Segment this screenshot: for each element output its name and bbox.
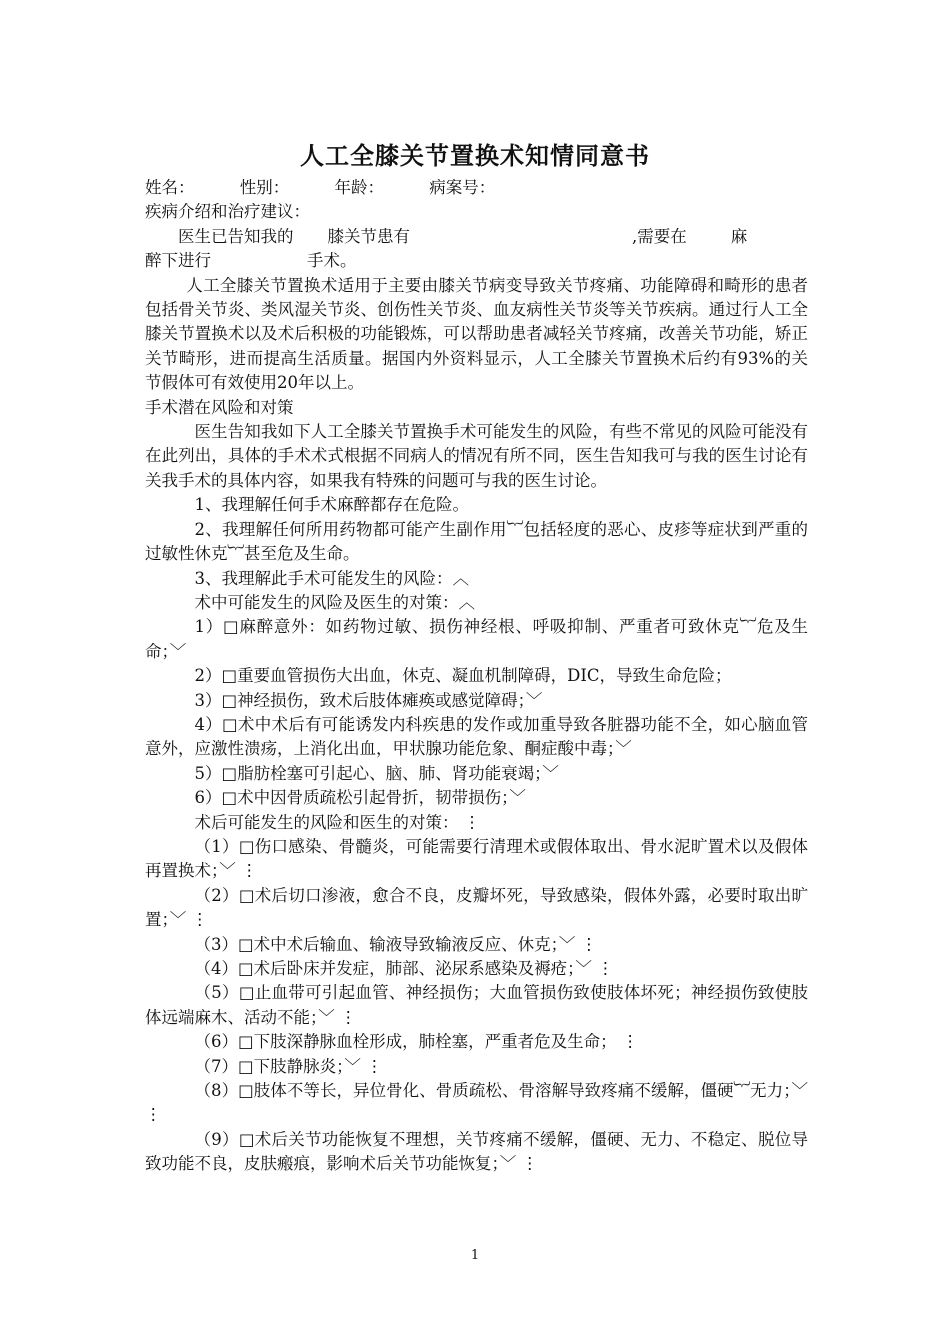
postop-item: （9）□术后关节功能恢复不理想，关节疼痛不缓解，僵硬、无力、不稳定、脱位导致功能不良，皮肤瘢痕，影响术后关节功能恢复；﹀ ⋮: [145, 1129, 808, 1174]
doctor-statement-line2: [145, 249, 808, 273]
intraop-item: 3）□神经损伤，致术后肢体瘫痪或感觉障碍；﹀: [194, 690, 543, 710]
intraop-item: 6）□术中因骨质疏松引起骨折，韧带损伤；﹀: [194, 788, 526, 808]
postop-item: （5）□止血带可引起血管、神经损伤；大血管损伤致使肢体坏死；神经损伤致使肢体远端麻木、活动不能；﹀ ⋮: [145, 983, 808, 1027]
section-heading-risks: 手术潜在风险和对策: [145, 397, 294, 417]
intraop-item: 5）□脂肪栓塞可引起心、脑、肺、肾功能衰竭；﹀: [194, 763, 559, 783]
section-heading-disease: 疾病介绍和治疗建议：: [145, 202, 310, 222]
patient-info-line: [145, 176, 808, 200]
postop-item: （2）□术后切口渗液，愈合不良，皮瓣坏死，导致感染，假体外露，必要时取出旷置；﹀ ⋮: [145, 885, 808, 930]
doctor-statement-a: 医生已告知我的: [178, 226, 294, 246]
postop-item: （7）□下肢静脉炎；﹀ ⋮: [194, 1056, 383, 1076]
intraop-item: 4）□术中术后有可能诱发内科疾患的发作或加重导致各脏器功能不全，如心脑血管意外，应激性溃疡，上消化出血，甲状腺功能危象、酮症酸中毒；﹀: [145, 714, 808, 759]
document-title: 人工全膝关节置换术知情同意书: [300, 141, 650, 170]
understand-item: 2、我理解任何所用药物都可能产生副作用︸包括轻度的恶心、皮疹等症状到严重的过敏性休克︸甚至危及生命。: [145, 519, 808, 564]
intro-paragraph: 人工全膝关节置换术适用于主要由膝关节病变导致关节疼痛、功能障碍和畸形的患者包括骨关节炎、类风湿关节炎、创伤性关节炎、血友病性关节炎等关节疾病。通过行人工全膝关节置换术以及术后积极的功能锻炼，可以帮助患者减轻关节疼痛，改善关节功能，矫正关节畸形，进而提高生活质量。据国内外资料显示，人工全膝关节置换术后约有93%的关节假体可有效使用20年以上。: [145, 275, 808, 393]
intraop-heading: 术中可能发生的风险及医生的对策：︿: [194, 592, 475, 612]
postop-item: （1）□伤口感染、骨髓炎，可能需要行清理术或假体取出、骨水泥旷置术以及假体再置换术；﹀ ⋮: [145, 836, 808, 881]
intraop-item: 2）□重要血管损伤大出血，休克、凝血机制障碍，DIC，导致生命危险；: [194, 666, 732, 686]
page-number: 1: [470, 1248, 480, 1263]
doctor-statement-2a: 醉下进行: [145, 251, 211, 271]
postop-item: （6）□下肢深静脉血栓形成，肺栓塞，严重者危及生命； ⋮: [194, 1032, 639, 1052]
doctor-statement-c: ,需要在: [632, 226, 687, 246]
age-label: 年龄：: [334, 178, 384, 197]
document-body: [145, 176, 808, 1177]
name-label: 姓名：: [145, 178, 195, 197]
postop-item: （3）□术中术后输血、输液导致输液反应、休克；﹀ ⋮: [194, 934, 598, 954]
gender-label: 性别：: [239, 178, 290, 197]
postop-heading: 术后可能发生的风险和医生的对策： ⋮: [194, 812, 481, 832]
doctor-statement-line1: [145, 225, 808, 249]
doctor-statement-b: 膝关节患有: [327, 226, 410, 246]
understand-item: 3、我理解此手术可能发生的风险：︿: [194, 568, 469, 588]
postop-item: （8）□肢体不等长，异位骨化、骨质疏松、骨溶解导致疼痛不缓解，僵硬︸无力；﹀ ⋮: [145, 1081, 808, 1125]
doctor-statement-2b: 手术。: [307, 251, 357, 271]
understand-item: 1、我理解任何手术麻醉都存在危险。: [194, 495, 469, 515]
doctor-statement-d: 麻: [730, 226, 748, 246]
intraop-item: 1）□麻醉意外：如药物过敏、损伤神经根、呼吸抑制、严重者可致休克︸危及生命；﹀: [145, 617, 808, 661]
postop-item: （4）□术后卧床并发症，肺部、泌尿系感染及褥疮；﹀ ⋮: [194, 959, 614, 978]
risk-intro-paragraph: 医生告知我如下人工全膝关节置换手术可能发生的风险，有些不常见的风险可能没有在此列出，具体的手术术式根据不同病人的情况有所不同，医生告知我可与我的医生讨论有关我手术的具体内容，如果我有特殊的问题可与我的医生讨论。: [145, 422, 808, 490]
record-number-label: 病案号：: [429, 178, 496, 197]
